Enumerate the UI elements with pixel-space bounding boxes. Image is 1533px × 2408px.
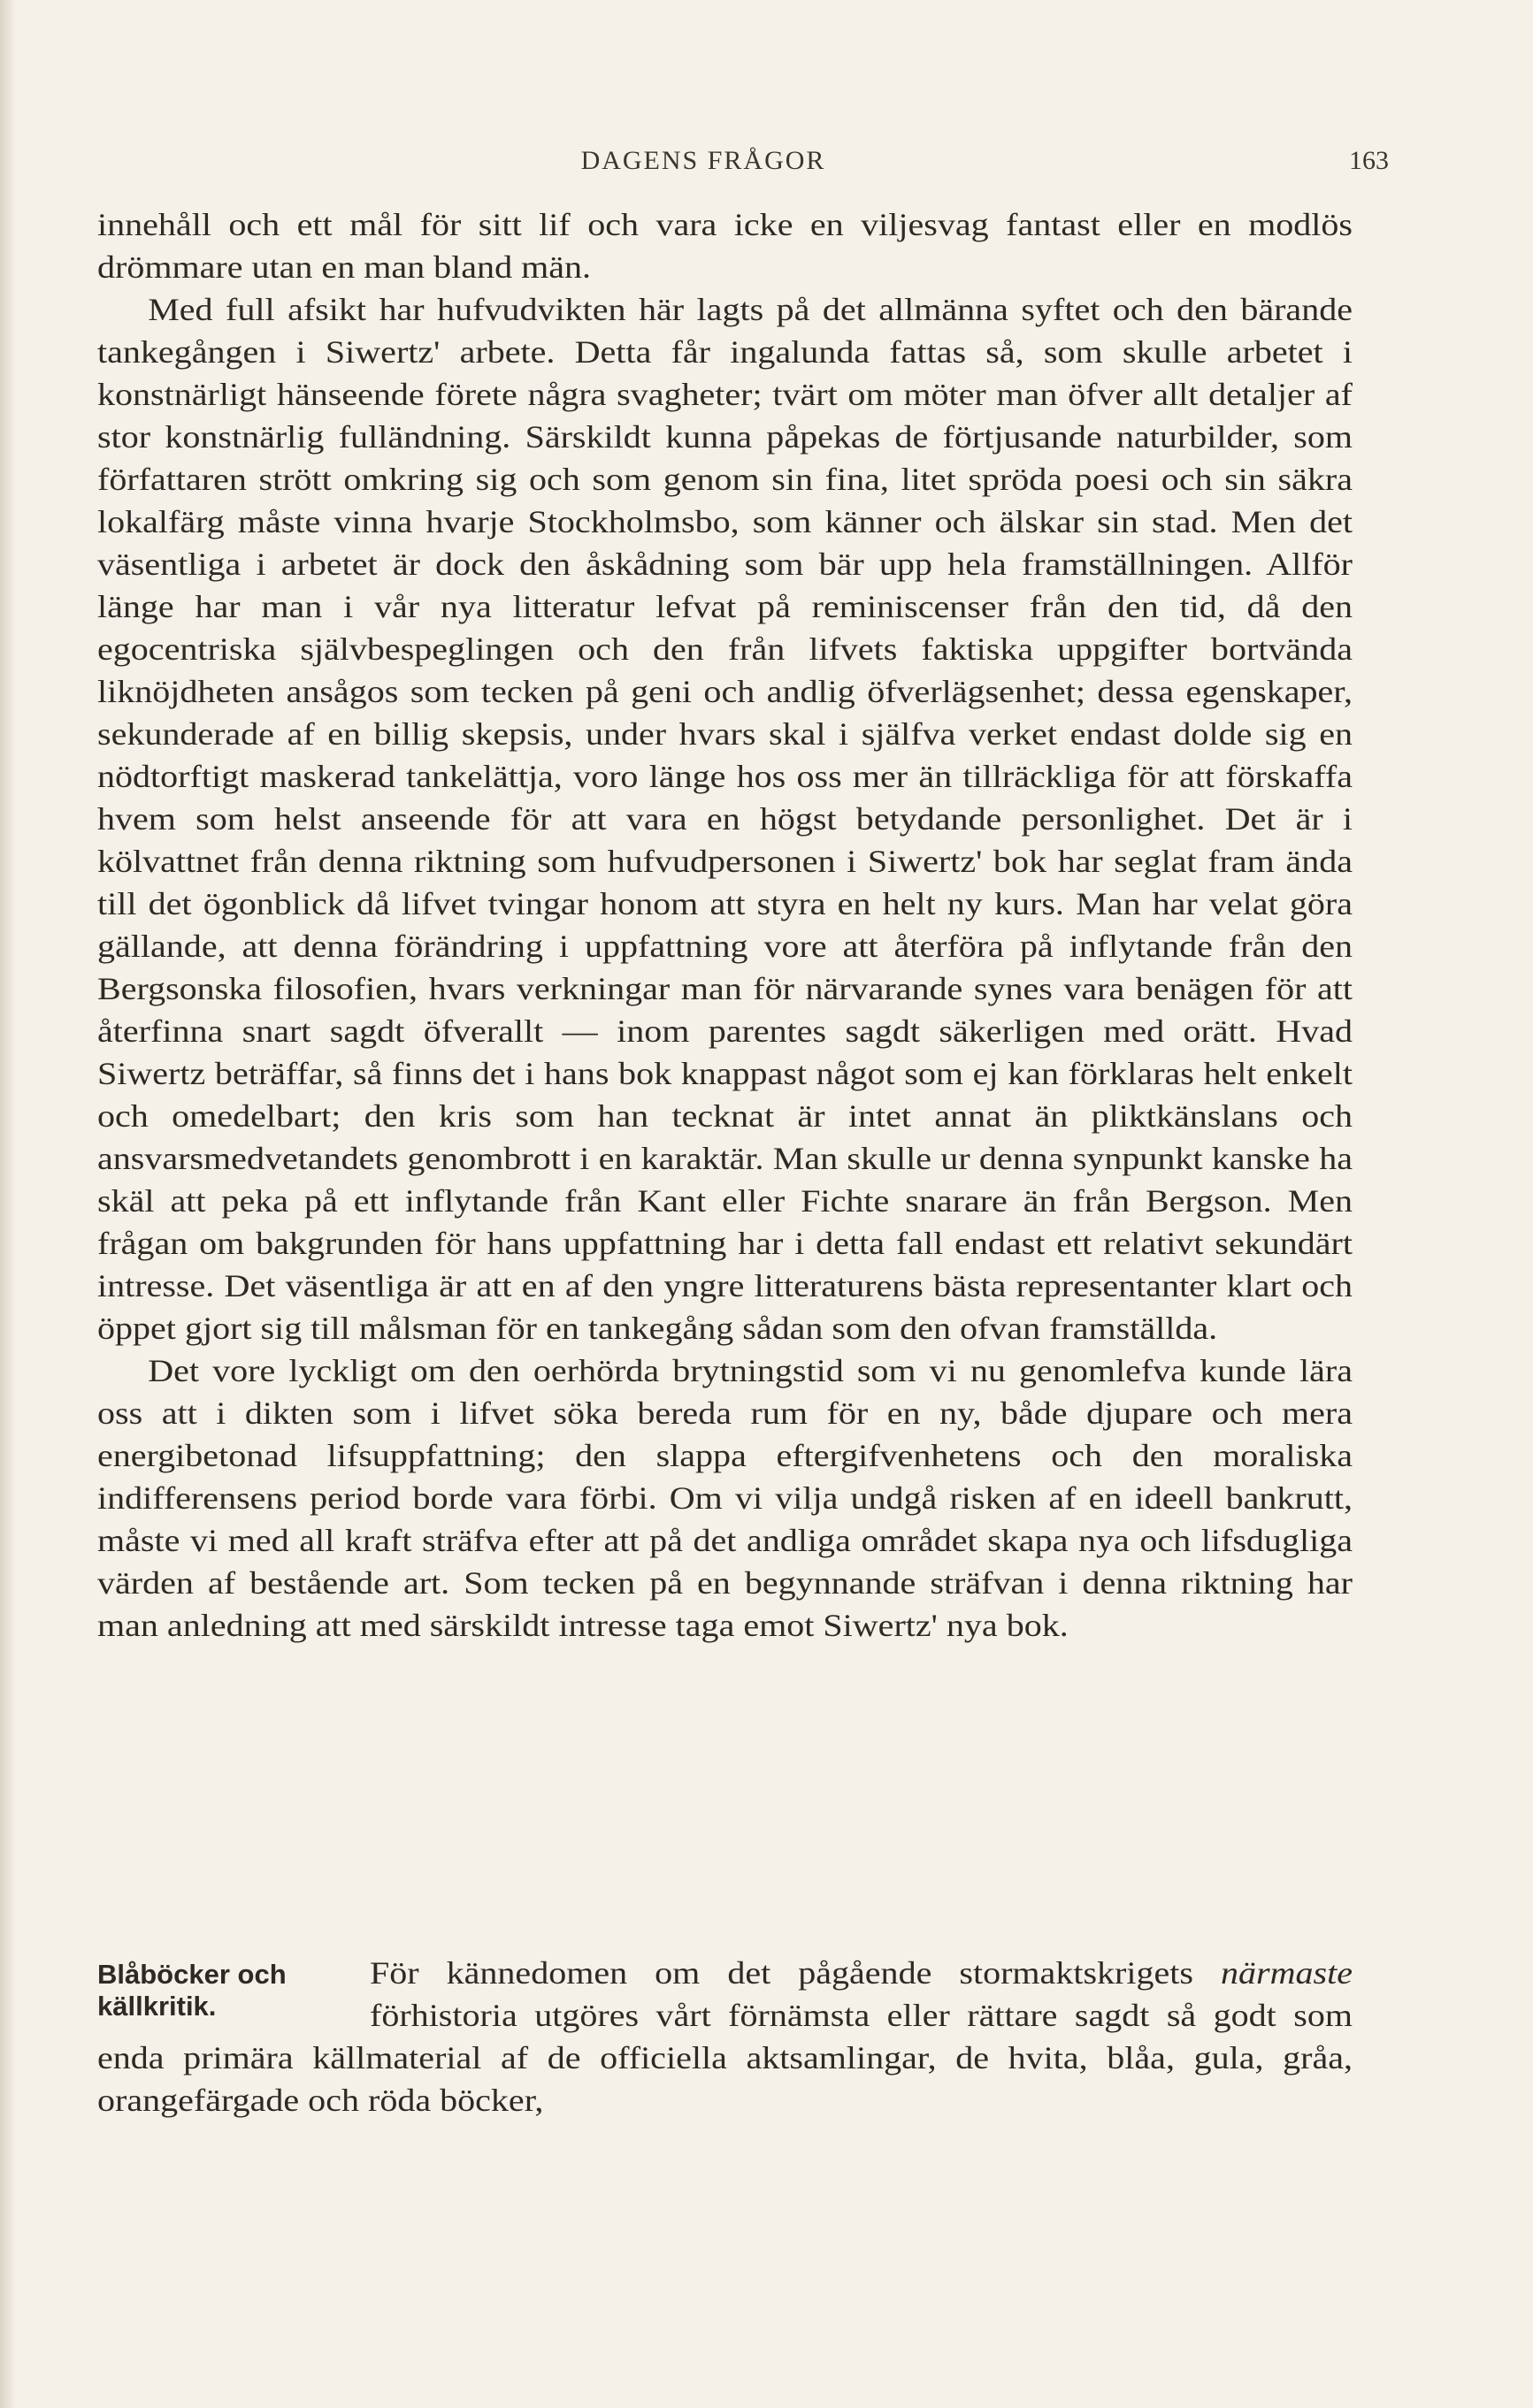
page-number: 163 [1349,146,1389,175]
section-italic-word: närmaste [1221,1955,1353,1991]
paragraph-2: Med full afsikt har hufvudvikten här lagts på det allmänna syftet och den bärande tankegången i Siwertz' arbete. Detta får ingalunda fattas så, som skulle arbetet i konstnärligt hänseende förete några svagheter; tvärt om möter man öfver allt detaljer af stor konstnärlig fulländning. Särskildt kunna påpekas de förtjusande naturbilder, som författaren strött omkring sig och som genom sin fina, litet spröda poesi och sin säkra lokalfärg måste vinna hvarje Stockholmsbo, som känner och älskar sin stad. Men det väsentliga i arbetet är dock den åskådning som bär upp hela framställningen. Allför länge har man i vår nya litteratur lefvat på reminiscenser från den tid, då den egocentriska självbespeglingen och den från lifvets faktiska uppgifter bortvända liknöjdheten ansågos som tecken på geni och andlig öfverlägsenhet; dessa egenskaper, sekunderade af en billig skepsis, under hvars skal i själfva verket endast dolde sig en nödtorftigt maskerad tankelättja, voro länge hos oss mer än tillräckliga för att förskaffa hvem som helst anseende för att vara en högst betydande personlighet. Det är i kölvattnet från denna riktning som hufvudpersonen i Siwertz' bok har seglat fram ända till det ögonblick då lifvet tvingar honom att styra en helt ny kurs. Man har velat göra gällande, att denna förändring i uppfattning vore att återföra på inflytande från den Bergsonska filosofien, hvars verkningar man för närvarande synes vara benägen för att återfinna snart sagdt öfverallt — inom parentes sagdt säkerligen med orätt. Hvad Siwertz beträffar, så finns det i hans bok knappast något som ej kan förklaras helt enkelt och omedelbart; den kris som han tecknat är intet annat än pliktkänslans och ansvarsmedvetandets genombrott i en karaktär. Man skulle ur denna synpunkt kanske ha skäl att peka på ett inflytande från Kant eller Fichte snarare än från Bergson. Men frågan om bakgrunden för hans uppfattning har i detta fall endast ett relativt sekundärt intresse. Det väsentliga är att en af den yngre litteraturens bästa representanter klart och öppet gjort sig till målsman för en tankegång sådan som den ofvan framställda. [97,292,1353,1346]
side-heading: Blåböcker och källkritik. [97,1959,287,2022]
paragraph-3: Det vore lyckligt om den oerhörda brytningstid som vi nu genomlefva kunde lära oss att i dikten som i lifvet söka bereda rum för en ny, både djupare och mera energibetonad lifsuppfattning; den slappa eftergifvenhetens och den moraliska indifferensens period borde vara förbi. Om vi vilja undgå risken af en ideell bankrutt, måste vi med all kraft sträfva efter att på det andliga området skapa nya och lifsdugliga värden af bestående art. Som tecken på en begynnande sträfvan i denna riktning har man anledning att med särskildt intresse taga emot Siwertz' nya bok. [97,1353,1353,1643]
body-text [97,203,1353,1647]
section-text-start: För kännedomen om det pågående stormaktskrigets [370,1955,1222,1991]
running-head: DAGENS FRÅGOR [580,146,826,175]
section-text-rest: förhistoria utgöres vårt förnämsta eller rättare sagdt så godt som enda primära källmaterial af de officiella aktsamlingar, de hvita, blåa, gula, gråa, orangefärgade och röda böcker, [97,1998,1353,2118]
page-edge-shadow [0,0,16,2408]
paragraph-1: innehåll och ett mål för sitt lif och vara icke en viljesvag fantast eller en modlös drömmare utan en man bland män. [97,207,1353,285]
